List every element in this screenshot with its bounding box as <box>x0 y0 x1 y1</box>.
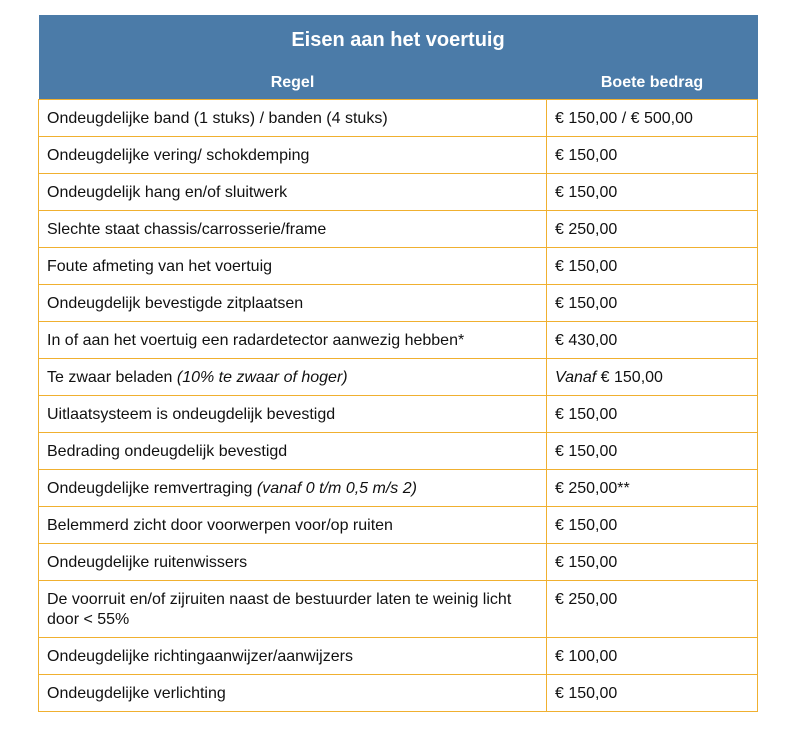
fine-prefix: Vanaf <box>555 369 597 386</box>
table-row <box>39 174 758 211</box>
fine-amount: € 150,00 <box>555 406 618 423</box>
table-row <box>39 675 758 712</box>
fines-table-container <box>38 15 757 712</box>
table-row <box>39 211 758 248</box>
fine-amount: € 430,00 <box>555 332 618 349</box>
rule-cell <box>39 544 547 581</box>
fine-amount: € 150,00 <box>596 369 663 386</box>
column-header-fine: Boete bedrag <box>547 66 758 100</box>
fine-cell <box>547 359 758 396</box>
rule-cell <box>39 248 547 285</box>
rule-cell <box>39 507 547 544</box>
rule-text: Ondeugdelijke richtingaanwijzer/aanwijzers <box>47 648 353 665</box>
table-row <box>39 638 758 675</box>
rule-text: Te zwaar beladen <box>47 369 177 386</box>
rule-cell <box>39 359 547 396</box>
fine-amount: € 150,00 <box>555 517 618 534</box>
table-row <box>39 137 758 174</box>
fine-cell <box>547 433 758 470</box>
fine-cell <box>547 137 758 174</box>
rule-cell <box>39 285 547 322</box>
fine-amount: € 150,00 <box>555 147 618 164</box>
fine-amount: € 150,00 <box>555 554 618 571</box>
fine-cell <box>547 507 758 544</box>
fine-cell <box>547 675 758 712</box>
table-row <box>39 507 758 544</box>
fine-cell <box>547 174 758 211</box>
table-row <box>39 359 758 396</box>
table-row <box>39 581 758 638</box>
table-row <box>39 322 758 359</box>
rule-text: Ondeugdelijke ruitenwissers <box>47 554 248 571</box>
rule-text: Ondeugdelijk hang en/of sluitwerk <box>47 184 288 201</box>
rule-cell <box>39 396 547 433</box>
rule-cell <box>39 174 547 211</box>
fine-amount: € 150,00 <box>555 184 618 201</box>
rule-text: Belemmerd zicht door voorwerpen voor/op ruiten <box>47 517 393 534</box>
rule-text: Ondeugdelijke band (1 stuks) / banden (4 stuks) <box>47 110 388 127</box>
fines-table <box>38 15 758 712</box>
rule-cell <box>39 638 547 675</box>
fine-amount: € 100,00 <box>555 648 618 665</box>
fine-cell <box>547 100 758 137</box>
fine-amount: € 250,00 <box>555 591 618 608</box>
table-row <box>39 470 758 507</box>
rule-text: Foute afmeting van het voertuig <box>47 258 273 275</box>
fine-cell <box>547 322 758 359</box>
fine-amount: € 150,00 <box>555 443 618 460</box>
fine-amount: € 150,00 <box>555 258 618 275</box>
table-title: Eisen aan het voertuig <box>39 15 758 66</box>
rule-cell <box>39 470 547 507</box>
table-row <box>39 396 758 433</box>
rule-text: De voorruit en/of zijruiten naast de bestuurder laten te weinig licht door < 55% <box>47 591 512 628</box>
rule-text: Slechte staat chassis/carrosserie/frame <box>47 221 327 238</box>
rule-text: In of aan het voertuig een radardetector aanwezig hebben* <box>47 332 465 349</box>
rule-cell <box>39 137 547 174</box>
fine-amount: € 150,00 <box>555 295 618 312</box>
table-row <box>39 248 758 285</box>
fine-cell <box>547 470 758 507</box>
fine-amount: € 150,00 <box>555 685 618 702</box>
fine-cell <box>547 248 758 285</box>
fine-amount: € 250,00 <box>555 221 618 238</box>
rule-cell <box>39 322 547 359</box>
table-row <box>39 433 758 470</box>
fine-amount: € 250,00** <box>555 480 630 497</box>
rule-text: Ondeugdelijke remvertraging <box>47 480 257 497</box>
rule-text: Uitlaatsysteem is ondeugdelijk bevestigd <box>47 406 336 423</box>
table-row <box>39 544 758 581</box>
fine-cell <box>547 638 758 675</box>
rule-cell <box>39 100 547 137</box>
rule-cell <box>39 581 547 638</box>
rule-note: (vanaf 0 t/m 0,5 m/s 2) <box>256 480 417 497</box>
rule-note: (10% te zwaar of hoger) <box>176 369 348 386</box>
rule-cell <box>39 211 547 248</box>
fine-cell <box>547 285 758 322</box>
rule-text: Bedrading ondeugdelijk bevestigd <box>47 443 288 460</box>
column-header-rule: Regel <box>39 66 547 100</box>
fine-amount: € 150,00 / € 500,00 <box>555 110 693 127</box>
fine-cell <box>547 211 758 248</box>
table-row <box>39 285 758 322</box>
fine-cell <box>547 581 758 638</box>
fine-cell <box>547 396 758 433</box>
rule-text: Ondeugdelijke verlichting <box>47 685 226 702</box>
table-row <box>39 100 758 137</box>
rule-cell <box>39 675 547 712</box>
fine-cell <box>547 544 758 581</box>
rule-text: Ondeugdelijk bevestigde zitplaatsen <box>47 295 304 312</box>
rule-cell <box>39 433 547 470</box>
rule-text: Ondeugdelijke vering/ schokdemping <box>47 147 310 164</box>
